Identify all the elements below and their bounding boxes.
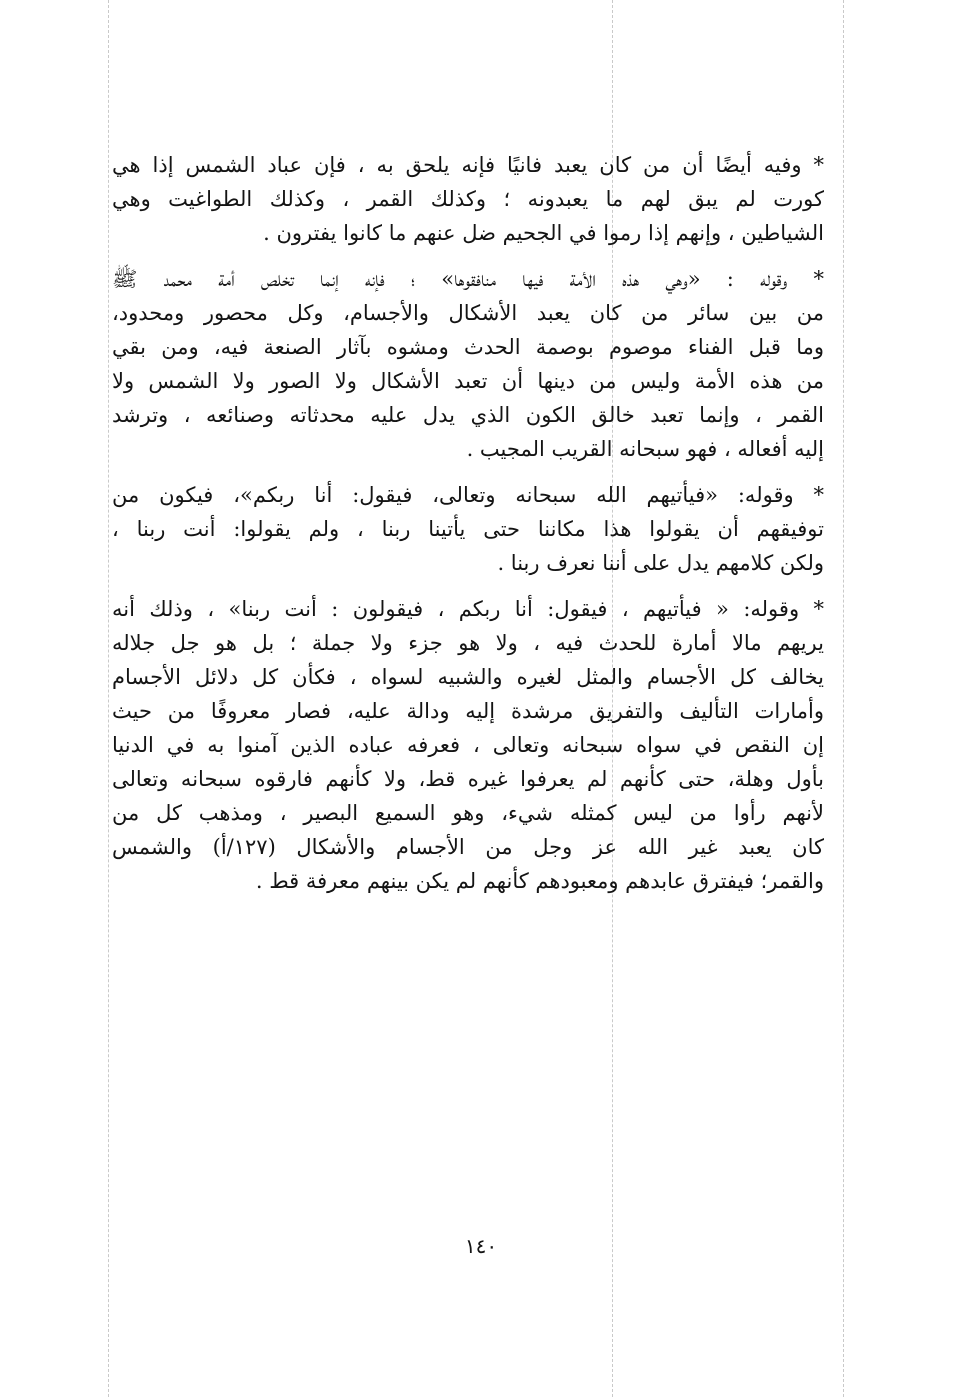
text-line: إن النقص في سواه سبحانه وتعالى ، فعرفه عباده الذين آمنوا به في الدنيا xyxy=(112,733,824,757)
text-line: * وقوله: « فيأتيهم ، فيقول: أنا ربكم ، فيقولون : أنت ربنا» ، وذلك أنه xyxy=(112,597,824,621)
text-line: ولكن كلامهم يدل على أننا نعرف ربنا . xyxy=(497,551,824,575)
text-line: وما قبل الفناء موصوم بوصمة الحدث ومشوه بآثار الصنعة فيه، ومن بقي xyxy=(112,335,824,359)
margin-guide-left xyxy=(108,0,109,1397)
text-line: إليه أفعاله ، فهو سبحانه القريب المجيب . xyxy=(466,437,824,461)
text-line: الشياطين ، وإنهم إذا رموا في الجحيم ضل عنهم ما كانوا يفترون . xyxy=(263,221,824,245)
text-line: توفيقهم أن يقولوا هذا مكاننا حتى يأتينا ربنا ، ولم يقولوا: أنت ربنا ، xyxy=(112,517,824,541)
text-line: بأول وهلة، حتى كأنهم لم يعرفوا غيره قط، ولا كأنهم فارقوه سبحانه وتعالى xyxy=(112,767,824,791)
paragraph-2 xyxy=(112,262,824,466)
text-line: القمر ، وإنما تعبد خالق الكون الذي يدل عليه محدثاته وصنائعه ، وترشد xyxy=(112,403,824,427)
text-line: وأمارات التأليف والتفريق مرشدة إليه ودالة عليه، فصار معروفًا من حيث xyxy=(112,699,824,723)
text-line: يريهم مالا أمارة للحدث فيه ، ولا هو جزء ولا جملة ؛ بل هو جل جلاله xyxy=(112,631,824,655)
text-line: من هذه الأمة وليس من دينها أن تعبد الأشكال ولا الصور ولا الشمس ولا xyxy=(112,369,824,393)
paragraph-3 xyxy=(112,478,824,580)
text-line: من بين سائر من كان يعبد الأشكال والأجسام، وكل محصور ومحدود، xyxy=(112,301,824,325)
page-number: ١٤٠ xyxy=(464,1234,498,1258)
text-line: * وقوله: «فيأتيهم الله سبحانه وتعالى، فيقول: أنا ربكم»، فيكون من xyxy=(112,483,824,507)
text-line: * وقوله : «وهي هذه الأمة فيها منافقوها» ؛ فإنه إنما تخلص أمة محمد ﷺ xyxy=(112,267,824,291)
text-line: * وفيه أيضًا أن من كان يعبد فانيًا فإنه يلحق به ، فإن عباد الشمس إذا هي xyxy=(112,153,824,177)
text-line: كورت لم يبق لهم ما يعبدونه ؛ وكذلك القمر ، وكذلك الطواغيت وهي xyxy=(112,187,824,211)
text-line: كان يعبد غير الله عز وجل من الأجسام والأشكال (١٢٧/أ) والشمس xyxy=(112,835,824,859)
paragraph-4 xyxy=(112,592,824,898)
page-body xyxy=(112,148,824,910)
paragraph-1 xyxy=(112,148,824,250)
text-line: والقمر؛ فيفترق عابدهم ومعبودهم كأنهم لم يكن بينهم معرفة قط . xyxy=(255,869,824,893)
margin-guide-right xyxy=(843,0,844,1397)
text-line: يخالف كل الأجسام والمثل لغيره والشبيه لسواه ، فكأن كل دلائل الأجسام xyxy=(112,665,824,689)
text-line: لأنهم رأوا من ليس كمثله شيء، وهو السميع البصير ، ومذهب كل من xyxy=(112,801,824,825)
